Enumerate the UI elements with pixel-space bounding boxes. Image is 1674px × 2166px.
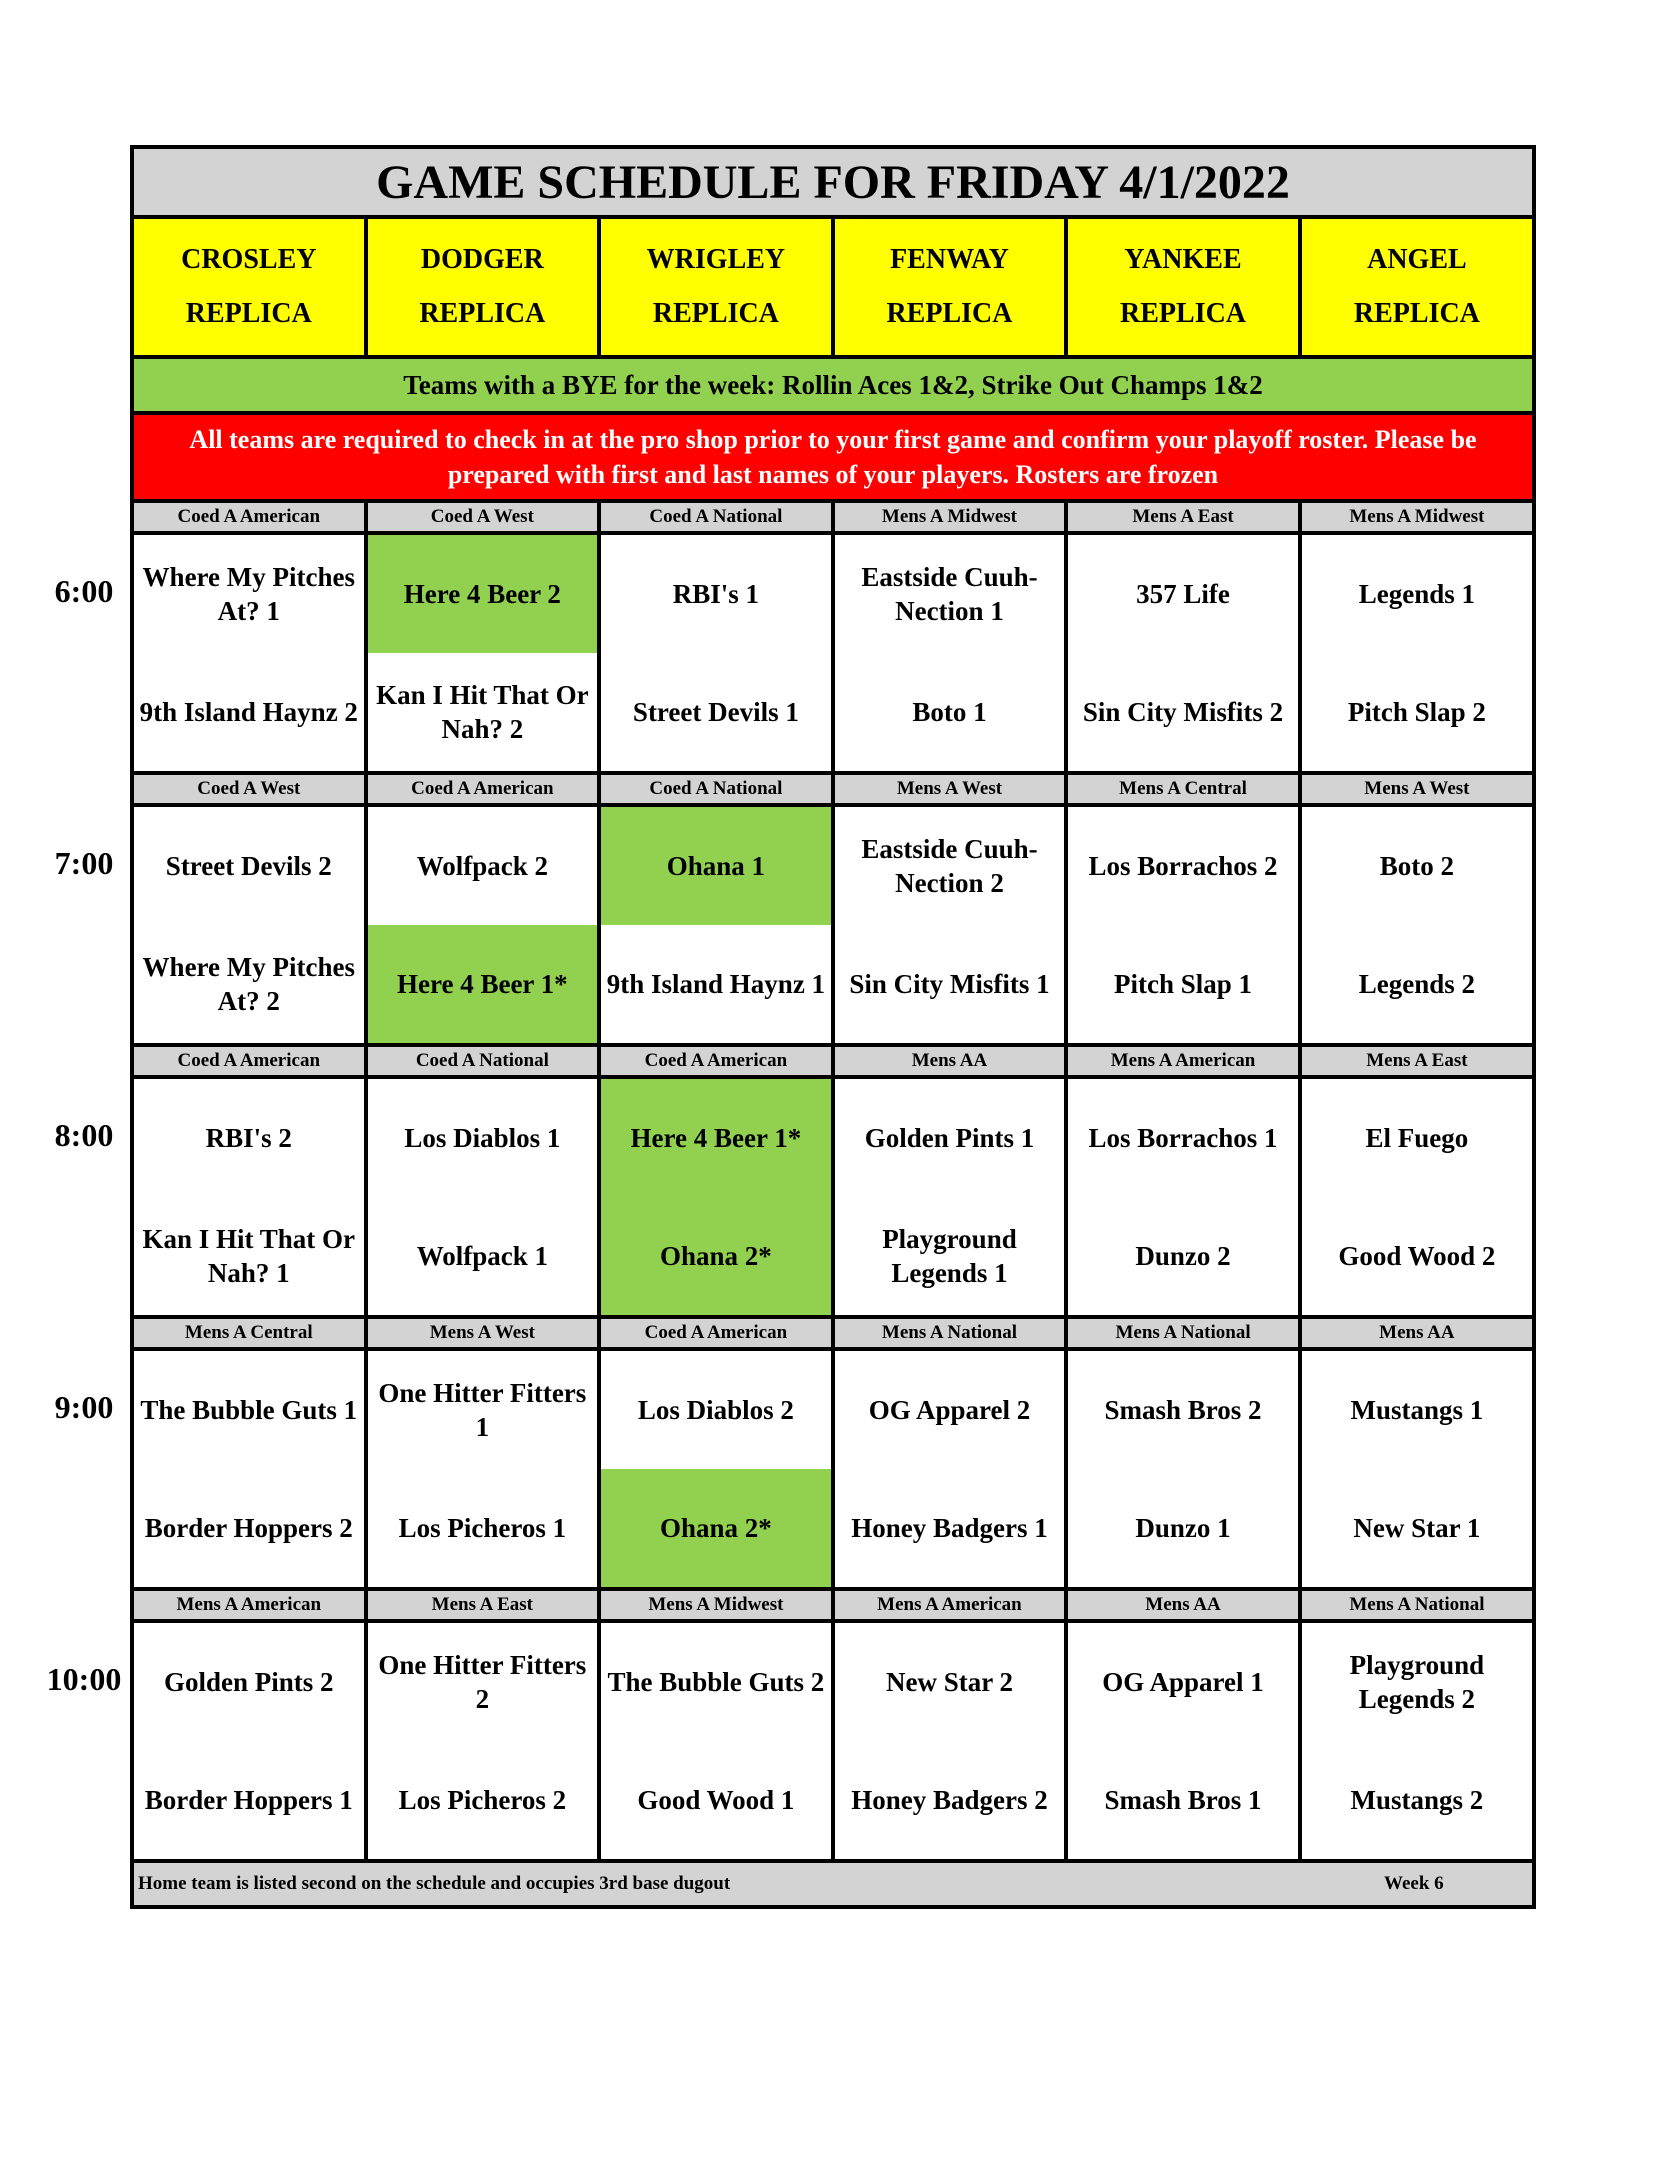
division-label: Mens A American [132, 1589, 366, 1621]
division-label: Mens A Midwest [833, 501, 1067, 533]
home-team: Los Picheros 1 [398, 1513, 567, 1543]
game-row [132, 1621, 1534, 1861]
game-row [132, 1077, 1534, 1317]
home-team: Good Wood 1 [637, 1785, 795, 1815]
game-cell [1300, 805, 1534, 1045]
home-team: Ohana 2* [601, 1197, 831, 1315]
game-cell [366, 805, 600, 1045]
division-label: Mens A West [366, 1317, 600, 1349]
game-cell [1066, 1077, 1300, 1317]
division-row [132, 501, 1534, 533]
field-type: REPLICA [1120, 298, 1247, 329]
away-team: Ohana 1 [601, 807, 831, 925]
division-label: Coed A American [132, 501, 366, 533]
away-team: Eastside Cuuh-Nection 1 [861, 562, 1038, 626]
away-team: El Fuego [1365, 1123, 1469, 1153]
home-team: Sin City Misfits 2 [1082, 697, 1284, 727]
game-row [132, 533, 1534, 773]
home-team: Where My Pitches At? 2 [142, 952, 355, 1016]
field-header [1300, 217, 1534, 357]
field-header [132, 217, 366, 357]
home-team: 9th Island Haynz 2 [139, 697, 358, 727]
away-team: The Bubble Guts 2 [607, 1667, 825, 1697]
away-team: Wolfpack 2 [416, 851, 548, 881]
home-team: Kan I Hit That Or Nah? 2 [376, 680, 589, 744]
game-row [132, 1349, 1534, 1589]
home-team: Pitch Slap 1 [1114, 969, 1253, 999]
away-team: RBI's 1 [672, 579, 760, 609]
division-label: Coed A American [132, 1045, 366, 1077]
division-row [132, 773, 1534, 805]
away-team: One Hitter Fitters 1 [378, 1378, 587, 1442]
division-label: Mens A East [1066, 501, 1300, 533]
game-cell [1300, 533, 1534, 773]
field-name: ANGEL [1367, 244, 1467, 275]
away-team: OG Apparel 2 [868, 1395, 1031, 1425]
field-type: REPLICA [419, 298, 546, 329]
field-name: WRIGLEY [646, 244, 786, 275]
field-header [1066, 217, 1300, 357]
home-team: Dunzo 1 [1135, 1513, 1231, 1543]
checkin-notice: All teams are required to check in at the pro shop prior to your first game and confirm your playoff roster. Please be prepared with first and last names of your players. Rosters are frozen [132, 413, 1534, 501]
away-team: The Bubble Guts 1 [140, 1395, 358, 1425]
away-team: Playground Legends 2 [1349, 1650, 1485, 1714]
time-label: 8:00 [54, 1117, 114, 1153]
division-label: Mens A West [1300, 773, 1534, 805]
away-team: New Star 2 [885, 1667, 1013, 1697]
division-row [132, 1317, 1534, 1349]
game-cell [599, 1349, 833, 1589]
away-team: Los Diablos 1 [404, 1123, 561, 1153]
away-team: Los Diablos 2 [637, 1395, 794, 1425]
field-header-row [132, 217, 1534, 357]
game-cell [833, 1621, 1067, 1861]
away-team: Eastside Cuuh-Nection 2 [861, 834, 1038, 898]
away-team: OG Apparel 1 [1102, 1667, 1264, 1697]
home-team: Border Hoppers 1 [144, 1785, 353, 1815]
week-label: Week 6 [1384, 1873, 1444, 1894]
game-cell [1300, 1621, 1534, 1861]
footer [132, 1861, 1534, 1907]
game-cell [366, 1349, 600, 1589]
division-label: Coed A National [599, 501, 833, 533]
division-label: Coed A National [599, 773, 833, 805]
game-cell [833, 1077, 1067, 1317]
away-team: RBI's 2 [205, 1123, 292, 1153]
home-team: Dunzo 2 [1135, 1241, 1231, 1271]
division-row [132, 1045, 1534, 1077]
field-name: FENWAY [890, 244, 1009, 275]
field-type: REPLICA [652, 298, 779, 329]
division-label: Mens AA [1066, 1589, 1300, 1621]
home-team: Boto 1 [912, 697, 987, 727]
home-team: Kan I Hit That Or Nah? 1 [142, 1224, 356, 1288]
time-label: 6:00 [54, 573, 114, 609]
game-cell [599, 805, 833, 1045]
division-label: Coed A West [366, 501, 600, 533]
game-cell [366, 1077, 600, 1317]
field-name: DODGER [420, 244, 544, 275]
division-label: Coed A American [599, 1317, 833, 1349]
division-label: Mens A American [1066, 1045, 1300, 1077]
game-cell [366, 533, 600, 773]
page-title: GAME SCHEDULE FOR FRIDAY 4/1/2022 [132, 147, 1534, 217]
away-team: Mustangs 1 [1350, 1395, 1484, 1425]
field-name: YANKEE [1124, 244, 1242, 275]
away-team: Boto 2 [1379, 851, 1455, 881]
game-cell [132, 1077, 366, 1317]
game-cell [1066, 1621, 1300, 1861]
away-team: Golden Pints 2 [164, 1667, 334, 1697]
division-label: Mens AA [833, 1045, 1067, 1077]
division-label: Mens A East [1300, 1045, 1534, 1077]
game-cell [1300, 1349, 1534, 1589]
division-label: Mens A Midwest [599, 1589, 833, 1621]
home-team: Border Hoppers 2 [144, 1513, 353, 1543]
home-team: Honey Badgers 2 [851, 1785, 1048, 1815]
home-team: 9th Island Haynz 1 [606, 969, 826, 999]
division-label: Mens A American [833, 1589, 1067, 1621]
field-header [366, 217, 600, 357]
game-cell [132, 1349, 366, 1589]
game-cell [132, 1621, 366, 1861]
away-team: Los Borrachos 1 [1088, 1123, 1278, 1153]
division-label: Mens A Central [132, 1317, 366, 1349]
field-name: CROSLEY [181, 244, 317, 275]
schedule-sheet [130, 145, 1536, 1909]
field-type: REPLICA [185, 298, 312, 329]
away-team: Where My Pitches At? 1 [142, 562, 355, 626]
home-team: Playground Legends 1 [882, 1224, 1017, 1288]
game-cell [599, 533, 833, 773]
away-team: 357 Life [1136, 579, 1230, 609]
field-type: REPLICA [1353, 298, 1480, 329]
field-header [599, 217, 833, 357]
time-label: 10:00 [46, 1661, 122, 1697]
division-label: Mens A Central [1066, 773, 1300, 805]
game-cell [1066, 805, 1300, 1045]
schedule-table [130, 145, 1536, 1909]
home-team: Pitch Slap 2 [1347, 697, 1486, 727]
home-team: Los Picheros 2 [398, 1785, 567, 1815]
game-cell [132, 805, 366, 1045]
game-cell [132, 533, 366, 773]
game-cell [1300, 1077, 1534, 1317]
division-label: Mens A National [833, 1317, 1067, 1349]
home-team: Wolfpack 1 [416, 1241, 548, 1271]
game-cell [599, 1077, 833, 1317]
home-team: New Star 1 [1353, 1513, 1481, 1543]
home-team: Smash Bros 1 [1104, 1785, 1262, 1815]
footer-row [132, 1861, 1534, 1907]
game-cell [833, 533, 1067, 773]
away-team: One Hitter Fitters 2 [378, 1650, 587, 1714]
division-label: Mens A National [1300, 1589, 1534, 1621]
home-team: Good Wood 2 [1338, 1241, 1496, 1271]
game-row [132, 805, 1534, 1045]
division-row [132, 1589, 1534, 1621]
away-team: Los Borrachos 2 [1088, 851, 1278, 881]
away-team: Here 4 Beer 2 [368, 535, 598, 653]
division-label: Coed A American [366, 773, 600, 805]
home-team: Legends 2 [1358, 969, 1476, 999]
division-label: Coed A West [132, 773, 366, 805]
game-cell [1066, 533, 1300, 773]
away-team: Street Devils 2 [165, 851, 332, 881]
time-label: 7:00 [54, 845, 114, 881]
time-label: 9:00 [54, 1389, 114, 1425]
division-label: Mens A Midwest [1300, 501, 1534, 533]
away-team: Legends 1 [1358, 579, 1476, 609]
away-team: Smash Bros 2 [1104, 1395, 1262, 1425]
game-cell [599, 1621, 833, 1861]
away-team: Golden Pints 1 [864, 1123, 1035, 1153]
division-label: Coed A American [599, 1045, 833, 1077]
home-team-note: Home team is listed second on the schedule and occupies 3rd base dugout [138, 1873, 731, 1894]
home-team: Sin City Misfits 1 [849, 969, 1050, 999]
game-cell [833, 805, 1067, 1045]
division-label: Mens A East [366, 1589, 600, 1621]
bye-notice: Teams with a BYE for the week: Rollin Aces 1&2, Strike Out Champs 1&2 [132, 357, 1534, 413]
away-team: Here 4 Beer 1* [601, 1079, 831, 1197]
home-team: Honey Badgers 1 [851, 1513, 1048, 1543]
game-cell [366, 1621, 600, 1861]
game-cell [1066, 1349, 1300, 1589]
field-type: REPLICA [886, 298, 1013, 329]
game-cell [833, 1349, 1067, 1589]
division-label: Mens A National [1066, 1317, 1300, 1349]
home-team: Here 4 Beer 1* [368, 925, 598, 1043]
field-header [833, 217, 1067, 357]
home-team: Mustangs 2 [1350, 1785, 1484, 1815]
division-label: Mens A West [833, 773, 1067, 805]
home-team: Street Devils 1 [632, 697, 799, 727]
division-label: Coed A National [366, 1045, 600, 1077]
division-label: Mens AA [1300, 1317, 1534, 1349]
home-team: Ohana 2* [601, 1469, 831, 1587]
